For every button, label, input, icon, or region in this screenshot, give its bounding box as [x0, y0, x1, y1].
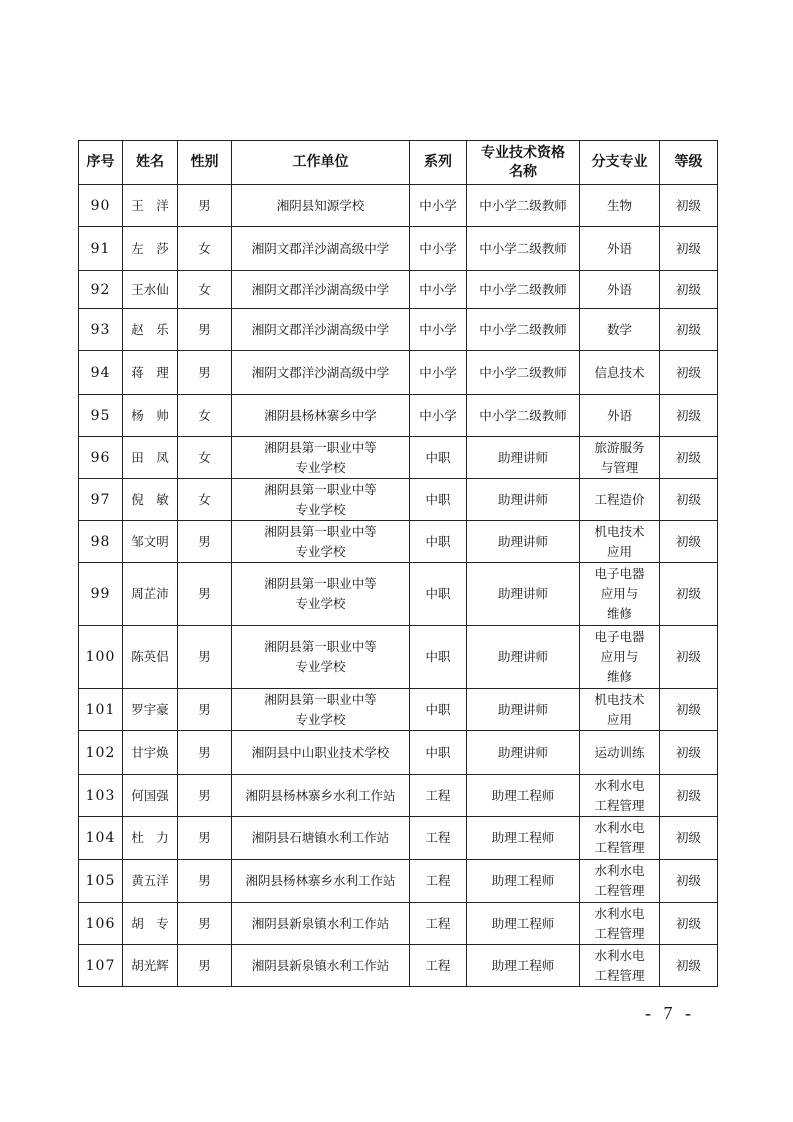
table-cell: 电子电器 应用与 维修 — [580, 563, 660, 626]
table-cell: 中职 — [410, 521, 467, 563]
header-cell: 序号 — [79, 141, 123, 185]
table-cell: 湘阴县中山职业技术学校 — [232, 731, 410, 775]
table-cell: 中职 — [410, 563, 467, 626]
table-cell: 93 — [79, 309, 123, 351]
table-cell: 初级 — [660, 860, 718, 903]
table-row — [79, 351, 718, 395]
table-cell: 初级 — [660, 309, 718, 351]
table-cell: 100 — [79, 626, 123, 689]
table-cell: 胡 专 — [123, 903, 178, 945]
table-cell: 初级 — [660, 731, 718, 775]
table-row — [79, 731, 718, 775]
table-cell: 103 — [79, 775, 123, 817]
page-number: - 7 - — [645, 1003, 695, 1023]
table-cell: 助理讲师 — [467, 479, 580, 521]
table-cell: 湘阴文郡洋沙湖高级中学 — [232, 271, 410, 309]
table-cell: 蒋 理 — [123, 351, 178, 395]
table-cell: 罗宇豪 — [123, 689, 178, 731]
table-cell: 初级 — [660, 227, 718, 271]
table-cell: 助理讲师 — [467, 521, 580, 563]
table-cell: 水利水电 工程管理 — [580, 775, 660, 817]
table-row — [79, 521, 718, 563]
table-cell: 甘宇焕 — [123, 731, 178, 775]
table-cell: 水利水电 工程管理 — [580, 817, 660, 860]
table-cell: 湘阴县第一职业中等 专业学校 — [232, 626, 410, 689]
table-cell: 工程 — [410, 775, 467, 817]
table-cell: 初级 — [660, 689, 718, 731]
table-cell: 初级 — [660, 775, 718, 817]
table-cell: 男 — [178, 309, 232, 351]
table-cell: 女 — [178, 479, 232, 521]
table-cell: 男 — [178, 903, 232, 945]
table-cell: 水利水电 工程管理 — [580, 903, 660, 945]
table-cell: 湘阴县杨林寨乡水利工作站 — [232, 775, 410, 817]
table-cell: 生物 — [580, 185, 660, 227]
table-row — [79, 903, 718, 945]
table-cell: 信息技术 — [580, 351, 660, 395]
table-cell: 中小学二级教师 — [467, 271, 580, 309]
header-cell: 等级 — [660, 141, 718, 185]
table-cell: 运动训练 — [580, 731, 660, 775]
table-cell: 男 — [178, 945, 232, 987]
header-cell: 系列 — [410, 141, 467, 185]
header-cell: 分支专业 — [580, 141, 660, 185]
table-row — [79, 309, 718, 351]
table-cell: 王 洋 — [123, 185, 178, 227]
table-cell: 助理讲师 — [467, 626, 580, 689]
table-cell: 102 — [79, 731, 123, 775]
table-cell: 湘阴文郡洋沙湖高级中学 — [232, 227, 410, 271]
table-cell: 湘阴县新泉镇水利工作站 — [232, 903, 410, 945]
table-cell: 黄五洋 — [123, 860, 178, 903]
table-cell: 中小学 — [410, 395, 467, 437]
table-cell: 中小学 — [410, 309, 467, 351]
table-cell: 工程 — [410, 903, 467, 945]
table-cell: 107 — [79, 945, 123, 987]
table-cell: 湘阴县知源学校 — [232, 185, 410, 227]
table-cell: 中小学二级教师 — [467, 185, 580, 227]
table-cell: 助理工程师 — [467, 903, 580, 945]
table-cell: 周芷沛 — [123, 563, 178, 626]
table-cell: 外语 — [580, 227, 660, 271]
header-cell: 姓名 — [123, 141, 178, 185]
table-cell: 助理工程师 — [467, 775, 580, 817]
table-row — [79, 860, 718, 903]
table-cell: 男 — [178, 817, 232, 860]
table-cell: 初级 — [660, 271, 718, 309]
table-cell: 99 — [79, 563, 123, 626]
table-cell: 95 — [79, 395, 123, 437]
table-cell: 湘阴县第一职业中等 专业学校 — [232, 689, 410, 731]
table-cell: 倪 敏 — [123, 479, 178, 521]
table-cell: 男 — [178, 731, 232, 775]
table-row — [79, 479, 718, 521]
table-cell: 中职 — [410, 626, 467, 689]
table-cell: 男 — [178, 185, 232, 227]
table-cell: 水利水电 工程管理 — [580, 945, 660, 987]
table-cell: 湘阴县第一职业中等 专业学校 — [232, 563, 410, 626]
table-cell: 陈英侣 — [123, 626, 178, 689]
table-row — [79, 271, 718, 309]
table-cell: 女 — [178, 437, 232, 479]
table-cell: 湘阴县新泉镇水利工作站 — [232, 945, 410, 987]
table-cell: 杜 力 — [123, 817, 178, 860]
table-cell: 中职 — [410, 437, 467, 479]
table-cell: 外语 — [580, 395, 660, 437]
table-cell: 助理工程师 — [467, 817, 580, 860]
table-cell: 104 — [79, 817, 123, 860]
table-cell: 101 — [79, 689, 123, 731]
table-cell: 助理讲师 — [467, 689, 580, 731]
table-cell: 92 — [79, 271, 123, 309]
table-cell: 91 — [79, 227, 123, 271]
header-cell: 性别 — [178, 141, 232, 185]
table-cell: 男 — [178, 626, 232, 689]
table-row — [79, 437, 718, 479]
table-cell: 外语 — [580, 271, 660, 309]
table-cell: 98 — [79, 521, 123, 563]
staff-table — [78, 140, 718, 987]
table-cell: 中小学二级教师 — [467, 227, 580, 271]
table-cell: 男 — [178, 521, 232, 563]
table-cell: 女 — [178, 395, 232, 437]
table-cell: 中小学二级教师 — [467, 351, 580, 395]
table-cell: 助理工程师 — [467, 860, 580, 903]
table-cell: 男 — [178, 775, 232, 817]
table-row — [79, 689, 718, 731]
table-row — [79, 775, 718, 817]
table-row — [79, 817, 718, 860]
table-cell: 中小学 — [410, 185, 467, 227]
table-cell: 助理讲师 — [467, 731, 580, 775]
table-body — [79, 185, 718, 987]
table-row — [79, 395, 718, 437]
table-cell: 105 — [79, 860, 123, 903]
table-cell: 中小学 — [410, 227, 467, 271]
table-cell: 湘阴文郡洋沙湖高级中学 — [232, 309, 410, 351]
table-cell: 初级 — [660, 563, 718, 626]
table-cell: 湘阴县杨林寨乡中学 — [232, 395, 410, 437]
table-cell: 工程 — [410, 945, 467, 987]
header-cell: 专业技术资格名称 — [467, 141, 580, 185]
table-cell: 96 — [79, 437, 123, 479]
table-cell: 中小学 — [410, 351, 467, 395]
table-cell: 湘阴县杨林寨乡水利工作站 — [232, 860, 410, 903]
table-cell: 男 — [178, 563, 232, 626]
table-cell: 助理讲师 — [467, 563, 580, 626]
table-cell: 旅游服务 与管理 — [580, 437, 660, 479]
table-cell: 97 — [79, 479, 123, 521]
table-cell: 湘阴文郡洋沙湖高级中学 — [232, 351, 410, 395]
table-cell: 90 — [79, 185, 123, 227]
table-cell: 湘阴县第一职业中等 专业学校 — [232, 521, 410, 563]
table-cell: 中职 — [410, 731, 467, 775]
table-cell: 男 — [178, 351, 232, 395]
table-cell: 赵 乐 — [123, 309, 178, 351]
table-cell: 女 — [178, 227, 232, 271]
table-cell: 湘阴县第一职业中等 专业学校 — [232, 479, 410, 521]
table-row — [79, 227, 718, 271]
table-cell: 机电技术 应用 — [580, 521, 660, 563]
table-cell: 工程 — [410, 817, 467, 860]
table-cell: 中小学二级教师 — [467, 395, 580, 437]
table-cell: 助理工程师 — [467, 945, 580, 987]
table-cell: 初级 — [660, 817, 718, 860]
table-cell: 初级 — [660, 437, 718, 479]
table-cell: 初级 — [660, 351, 718, 395]
table-cell: 邹文明 — [123, 521, 178, 563]
table-cell: 初级 — [660, 521, 718, 563]
table-cell: 工程造价 — [580, 479, 660, 521]
table-row — [79, 945, 718, 987]
table-cell: 杨 帅 — [123, 395, 178, 437]
header-cell: 工作单位 — [232, 141, 410, 185]
table-cell: 田 凤 — [123, 437, 178, 479]
table-cell: 助理讲师 — [467, 437, 580, 479]
table-cell: 女 — [178, 271, 232, 309]
table-cell: 初级 — [660, 395, 718, 437]
table-cell: 中职 — [410, 479, 467, 521]
table-row — [79, 563, 718, 626]
table-cell: 王水仙 — [123, 271, 178, 309]
table-cell: 106 — [79, 903, 123, 945]
table-cell: 湘阴县石塘镇水利工作站 — [232, 817, 410, 860]
table-cell: 中小学二级教师 — [467, 309, 580, 351]
table-cell: 中小学 — [410, 271, 467, 309]
table-cell: 左 莎 — [123, 227, 178, 271]
table-cell: 初级 — [660, 945, 718, 987]
table-cell: 何国强 — [123, 775, 178, 817]
table-cell: 初级 — [660, 903, 718, 945]
table-cell: 湘阴县第一职业中等 专业学校 — [232, 437, 410, 479]
table-cell: 男 — [178, 860, 232, 903]
table-cell: 男 — [178, 689, 232, 731]
table-cell: 94 — [79, 351, 123, 395]
header-row — [79, 141, 718, 185]
table-cell: 初级 — [660, 626, 718, 689]
table-cell: 初级 — [660, 185, 718, 227]
table-row — [79, 185, 718, 227]
table-cell: 电子电器 应用与 维修 — [580, 626, 660, 689]
table-cell: 中职 — [410, 689, 467, 731]
table-cell: 初级 — [660, 479, 718, 521]
table-cell: 数学 — [580, 309, 660, 351]
table-cell: 机电技术 应用 — [580, 689, 660, 731]
table-cell: 工程 — [410, 860, 467, 903]
table-row — [79, 626, 718, 689]
table-cell: 水利水电 工程管理 — [580, 860, 660, 903]
table-cell: 胡光辉 — [123, 945, 178, 987]
